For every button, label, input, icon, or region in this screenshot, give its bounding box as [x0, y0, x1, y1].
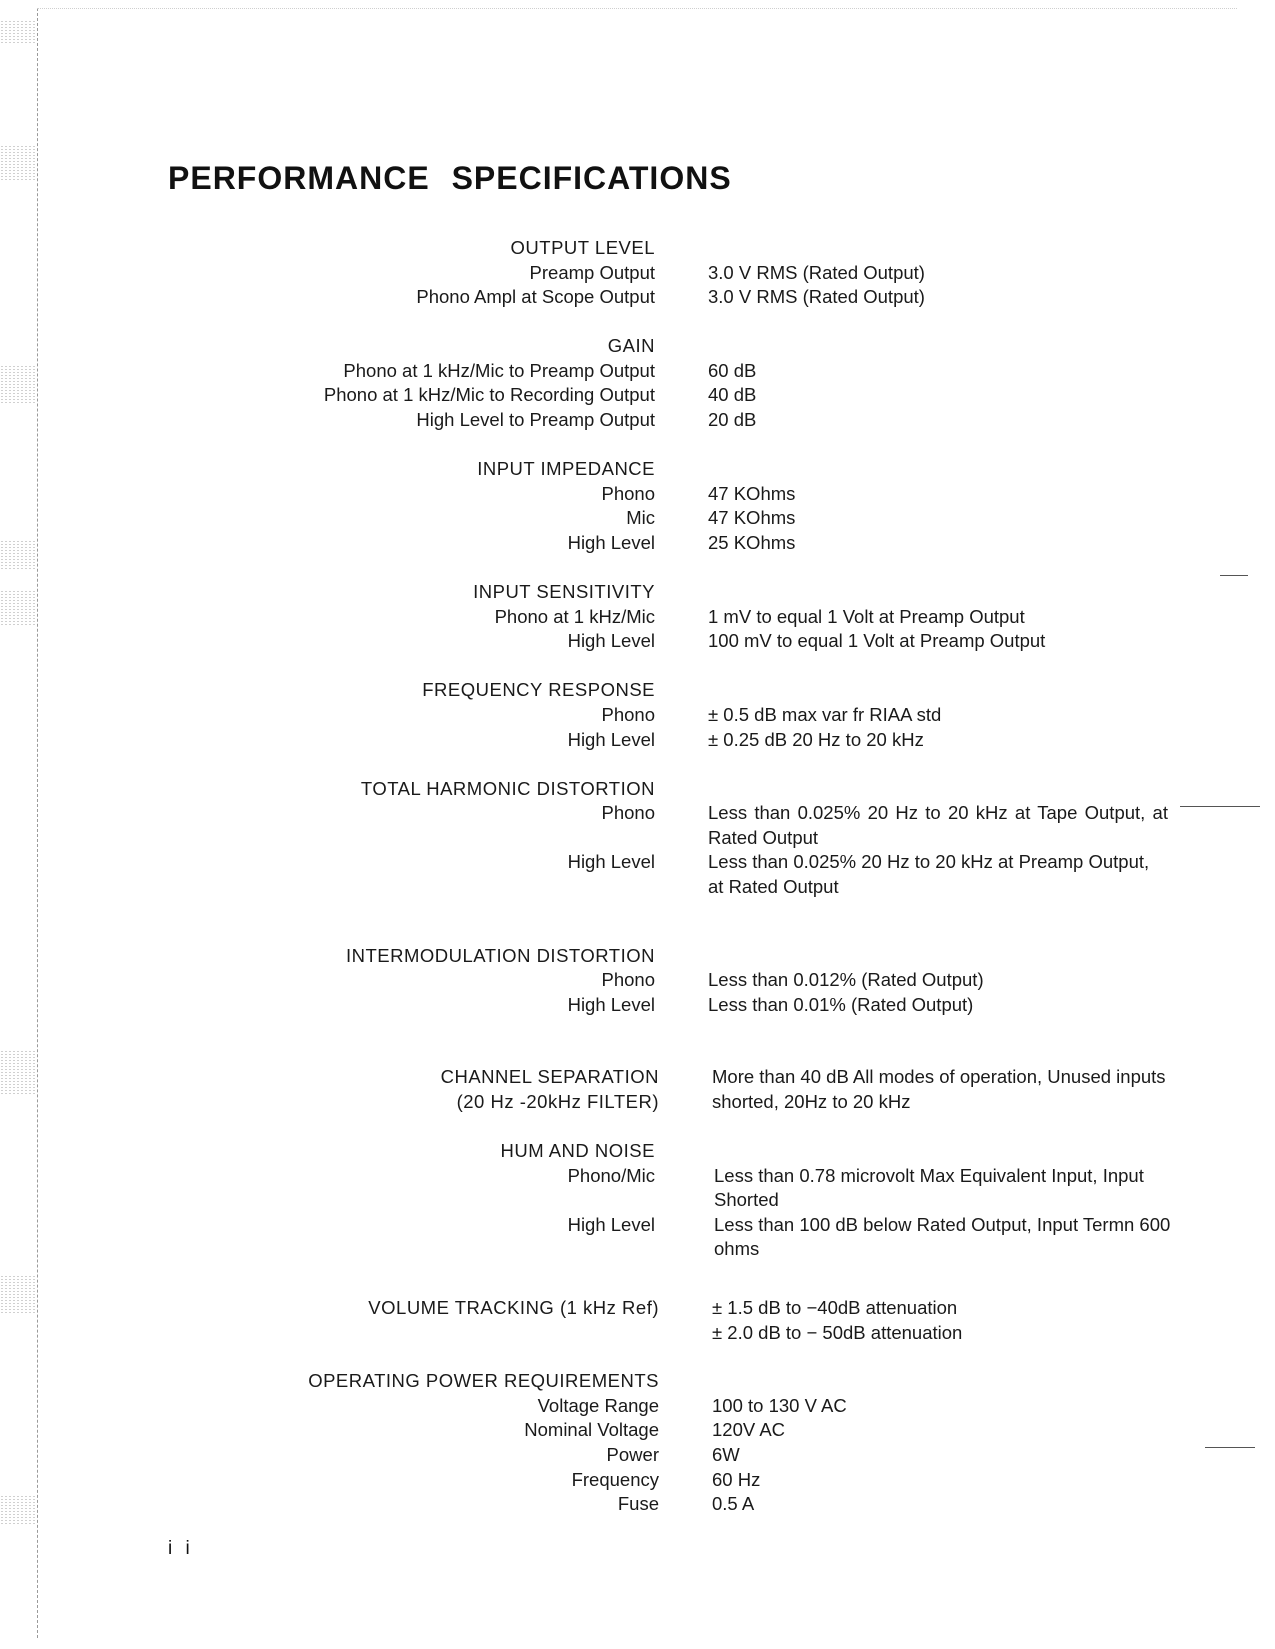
- spec-label: Phono at 1 kHz/Mic to Recording Output: [323, 384, 655, 406]
- page-number: i i: [168, 1538, 194, 1559]
- spec-row: [0, 482, 1275, 507]
- section-heading: OPERATING POWER REQUIREMENTS: [308, 1370, 659, 1392]
- spec-row: [0, 359, 1275, 384]
- spec-value: 100 mV to equal 1 Volt at Preamp Output: [708, 630, 1046, 652]
- spec-label: High Level to Preamp Output: [416, 409, 655, 431]
- section-output-level: [0, 236, 1275, 310]
- spec-label: Phono: [601, 969, 655, 991]
- spec-label: Phono Ampl at Scope Output: [416, 286, 655, 308]
- spec-row: [0, 261, 1275, 286]
- section-operating-power-requirements: [0, 1369, 1275, 1517]
- spec-value: Less than 0.025% 20 Hz to 20 kHz at Preamp Output, at Rated Output: [708, 851, 1150, 897]
- section-heading: GAIN: [607, 335, 655, 357]
- spec-row: [0, 1164, 1275, 1213]
- spec-row: [0, 531, 1275, 556]
- section-intermodulation-distortion: [0, 944, 1275, 1018]
- section-volume-tracking: [0, 1296, 1275, 1345]
- spec-label: Phono: [601, 482, 655, 504]
- spec-value: Less than 0.012% (Rated Output): [708, 969, 984, 991]
- spec-row: [0, 1394, 1275, 1419]
- spec-label: Fuse: [617, 1493, 659, 1515]
- spec-row: [0, 408, 1275, 433]
- section-heading: CHANNEL SEPARATION: [440, 1066, 659, 1088]
- spec-label: High Level: [567, 728, 655, 750]
- spec-row: [0, 506, 1275, 531]
- spec-value: ± 0.25 dB 20 Hz to 20 kHz: [708, 728, 924, 750]
- spec-label: Voltage Range: [537, 1394, 659, 1416]
- spec-value: More than 40 dB All modes of operation, Unused inputs shorted, 20Hz to 20 kHz: [712, 1066, 1166, 1112]
- spec-row: [0, 1468, 1275, 1493]
- section-subheading: (20 Hz -20kHz FILTER): [456, 1090, 659, 1112]
- spec-value: 25 KOhms: [708, 531, 796, 553]
- spec-row: [0, 850, 1275, 899]
- section-input-sensitivity: [0, 580, 1275, 654]
- spec-value: 6W: [712, 1443, 740, 1465]
- spec-row: [0, 1213, 1275, 1262]
- spec-value: 3.0 V RMS (Rated Output): [708, 261, 925, 283]
- spec-value: 3.0 V RMS (Rated Output): [708, 286, 925, 308]
- section-heading: INPUT IMPEDANCE: [477, 458, 655, 480]
- spec-value: 100 to 130 V AC: [712, 1394, 847, 1416]
- spec-label: Phono at 1 kHz/Mic to Preamp Output: [343, 359, 655, 381]
- spec-label: High Level: [567, 851, 655, 873]
- spec-row: [0, 383, 1275, 408]
- spec-value: Less than 0.01% (Rated Output): [708, 993, 974, 1015]
- spec-value: 20 dB: [708, 409, 757, 431]
- section-hum-and-noise: [0, 1139, 1275, 1262]
- section-heading: HUM AND NOISE: [500, 1140, 655, 1162]
- spec-table: [0, 236, 1275, 1541]
- section-frequency-response: [0, 678, 1275, 752]
- spec-row: [0, 993, 1275, 1018]
- spec-row: [0, 1065, 1275, 1114]
- spec-value: ± 1.5 dB to −40dB attenuation: [712, 1297, 958, 1318]
- spec-row: [0, 1492, 1275, 1517]
- spec-label: Mic: [626, 507, 655, 529]
- spec-label: High Level: [567, 1213, 655, 1235]
- spec-label: Power: [606, 1443, 659, 1465]
- spec-value: 47 KOhms: [708, 507, 796, 529]
- spec-row: [0, 1321, 1275, 1346]
- page-top-edge: [37, 8, 1237, 9]
- section-heading: INPUT SENSITIVITY: [473, 581, 655, 603]
- spec-value: 120V AC: [712, 1419, 786, 1441]
- spec-value: 0.5 A: [712, 1493, 755, 1515]
- spec-row: [0, 629, 1275, 654]
- spec-row: [0, 1296, 1275, 1321]
- section-input-impedance: [0, 457, 1275, 555]
- spec-value: Less than 100 dB below Rated Output, Input Termn 600 ohms: [714, 1213, 1171, 1260]
- spec-label: High Level: [567, 531, 655, 553]
- spec-row: [0, 968, 1275, 993]
- spec-value: Less than 0.78 microvolt Max Equivalent Input, Input Shorted: [714, 1164, 1144, 1211]
- spec-label: Phono: [601, 703, 655, 725]
- section-channel-separation: [0, 1065, 1275, 1114]
- spec-value: 60 dB: [708, 359, 757, 381]
- spec-row: [0, 728, 1275, 753]
- spec-value: Less than 0.025% 20 Hz to 20 kHz at Tape Output, at Rated Output: [708, 802, 1168, 848]
- scan-noise: [0, 20, 36, 45]
- spec-row: [0, 1418, 1275, 1443]
- spec-row: [0, 801, 1275, 850]
- spec-value: ± 0.5 dB max var fr RIAA std: [708, 703, 942, 725]
- spec-row: [0, 285, 1275, 310]
- spec-row: [0, 703, 1275, 728]
- spec-label: Phono at 1 kHz/Mic: [494, 605, 655, 627]
- section-heading: OUTPUT LEVEL: [510, 237, 655, 258]
- section-total-harmonic-distortion: [0, 777, 1275, 900]
- spec-label: High Level: [567, 993, 655, 1015]
- section-heading: TOTAL HARMONIC DISTORTION: [360, 777, 655, 799]
- spec-label: Phono/Mic: [567, 1164, 655, 1186]
- spec-value: 47 KOhms: [708, 482, 796, 504]
- spec-row: [0, 605, 1275, 630]
- section-heading: VOLUME TRACKING (1 kHz Ref): [368, 1297, 659, 1318]
- spec-label: Preamp Output: [529, 261, 655, 283]
- section-gain: [0, 334, 1275, 432]
- page-title: PERFORMANCE SPECIFICATIONS: [168, 160, 732, 196]
- scan-noise: [0, 145, 36, 180]
- spec-value: 1 mV to equal 1 Volt at Preamp Output: [708, 605, 1025, 627]
- section-heading: FREQUENCY RESPONSE: [422, 679, 655, 701]
- spec-label: Nominal Voltage: [524, 1419, 659, 1441]
- section-heading: INTERMODULATION DISTORTION: [345, 944, 655, 966]
- spec-value: 60 Hz: [712, 1468, 761, 1490]
- section-heading-group: [0, 1065, 659, 1114]
- spec-row: [0, 1443, 1275, 1468]
- spec-label: High Level: [567, 630, 655, 652]
- spec-label: Phono: [601, 802, 655, 824]
- spec-value: ± 2.0 dB to − 50dB attenuation: [712, 1321, 963, 1343]
- spec-value: 40 dB: [708, 384, 757, 406]
- spec-label: Frequency: [571, 1468, 659, 1490]
